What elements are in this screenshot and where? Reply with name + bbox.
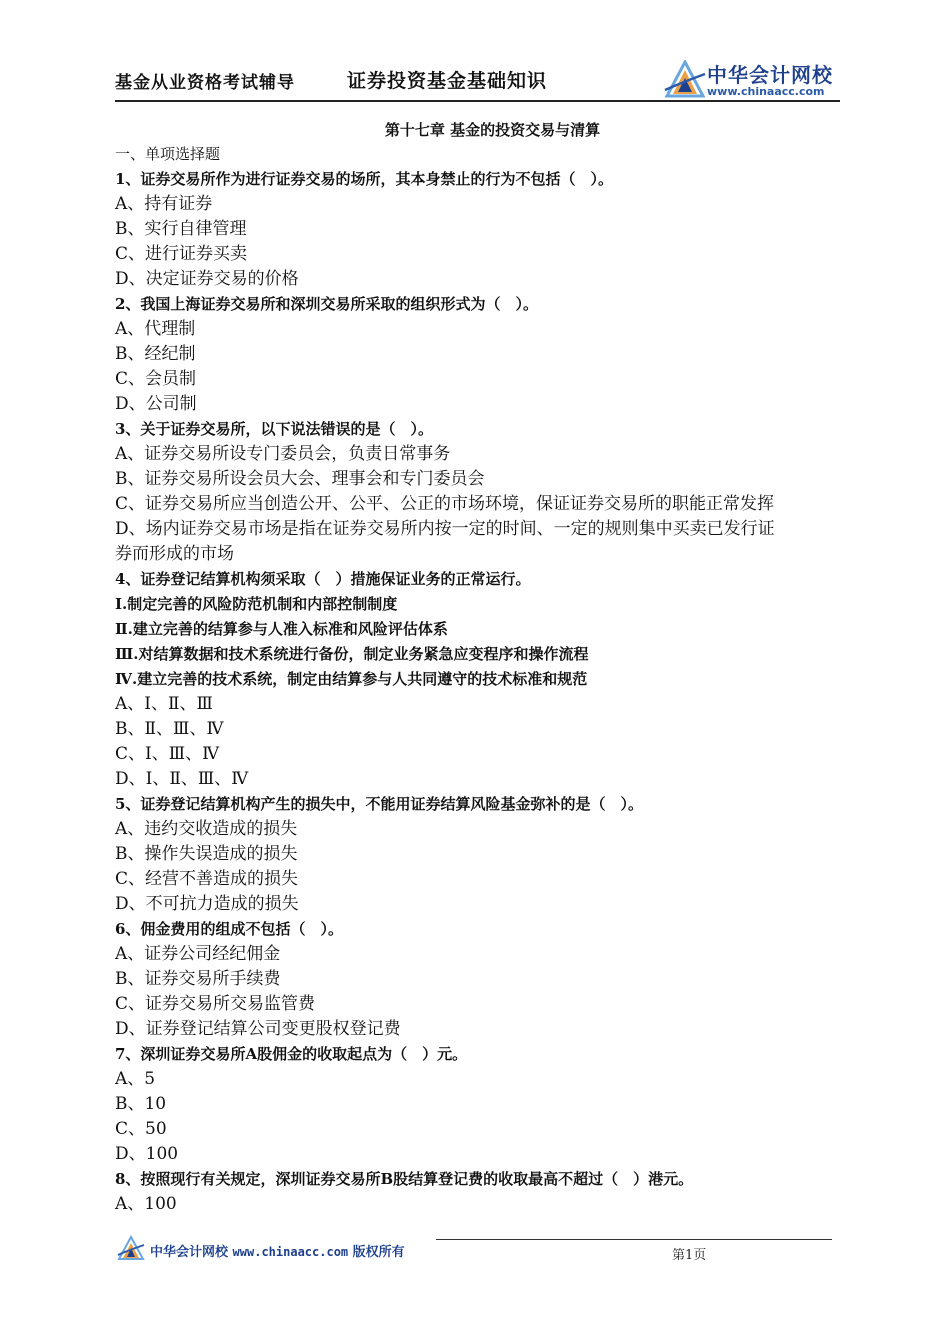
answer-option: C、证券交易所应当创造公开、公平、公正的市场环境，保证证券交易所的职能正常发挥 <box>115 494 775 514</box>
answer-option: B、Ⅱ、Ⅲ、Ⅳ <box>115 719 224 739</box>
question-list <box>115 143 855 1217</box>
answer-option: A、违约交收造成的损失 <box>115 819 298 839</box>
answer-option: D、Ⅰ、Ⅱ、Ⅲ、Ⅳ <box>115 769 249 789</box>
logo-brand-text: 中华会计网校 <box>707 63 833 87</box>
footer-logo-icon <box>117 1235 145 1263</box>
answer-option: B、证券交易所手续费 <box>115 969 281 989</box>
answer-option: A、证券交易所设专门委员会，负责日常事务 <box>115 444 451 464</box>
header-divider <box>115 100 840 102</box>
footer-rights: 版权所有 <box>352 1245 405 1260</box>
answer-option: D、场内证券交易市场是指在证券交易所内按一定的时间、一定的规则集中买卖已发行证 <box>115 519 775 539</box>
chapter-title: 第十七章 基金的投资交易与清算 <box>384 121 601 139</box>
answer-option: A、100 <box>115 1194 177 1214</box>
question-stem: 4、证券登记结算机构须采取（ ）措施保证业务的正常运行。 <box>115 570 531 588</box>
answer-option: A、代理制 <box>115 319 196 339</box>
question-stem: 3、关于证券交易所，以下说法错误的是（ ）。 <box>115 420 433 438</box>
question-stem: 8、按照现行有关规定，深圳证券交易所B股结算登记费的收取最高不超过（ ）港元。 <box>115 1170 694 1188</box>
footer-divider <box>436 1239 832 1240</box>
statement-item: Ⅰ.制定完善的风险防范机制和内部控制制度 <box>115 595 398 613</box>
answer-option: D、证券登记结算公司变更股权登记费 <box>115 1019 401 1039</box>
statement-item: Ⅲ.对结算数据和技术系统进行备份，制定业务紧急应变程序和操作流程 <box>115 645 589 663</box>
question-stem: 7、深圳证券交易所A股佣金的收取起点为（ ）元。 <box>115 1045 468 1063</box>
answer-option: A、5 <box>115 1069 156 1089</box>
answer-option: C、会员制 <box>115 369 197 389</box>
answer-option: C、50 <box>115 1119 167 1139</box>
header-exam-name: 基金从业资格考试辅导 <box>115 73 295 93</box>
answer-option: A、Ⅰ、Ⅱ、Ⅲ <box>115 694 213 714</box>
answer-option: D、不可抗力造成的损失 <box>115 894 299 914</box>
answer-option: C、Ⅰ、Ⅲ、Ⅳ <box>115 744 220 764</box>
answer-option: A、持有证券 <box>115 194 213 214</box>
page-header <box>115 58 845 98</box>
answer-option: B、操作失误造成的损失 <box>115 844 298 864</box>
question-stem: 1、证券交易所作为进行证券交易的场所，其本身禁止的行为不包括（ ）。 <box>115 170 613 188</box>
answer-option: B、实行自律管理 <box>115 219 247 239</box>
statement-item: Ⅱ.建立完善的结算参与人准入标准和风险评估体系 <box>115 620 448 638</box>
answer-option: B、10 <box>115 1094 167 1114</box>
logo-url-text: www.chinaacc.com <box>707 85 825 98</box>
question-stem: 6、佣金费用的组成不包括（ ）。 <box>115 920 343 938</box>
answer-option: B、证券交易所设会员大会、理事会和专门委员会 <box>115 469 485 489</box>
answer-option: D、决定证券交易的价格 <box>115 269 299 289</box>
brand-logo[interactable] <box>663 58 847 102</box>
document-body <box>115 118 855 1217</box>
answer-option: C、进行证券买卖 <box>115 244 248 264</box>
question-stem: 5、证券登记结算机构产生的损失中，不能用证券结算风险基金弥补的是（ ）。 <box>115 795 643 813</box>
footer-url[interactable]: www.chinaacc.com <box>232 1245 349 1259</box>
statement-item: Ⅳ.建立完善的技术系统，制定由结算参与人共同遵守的技术标准和规范 <box>115 670 588 688</box>
answer-option: A、证券公司经纪佣金 <box>115 944 281 964</box>
page-number: 第1页 <box>672 1248 707 1263</box>
answer-option: D、100 <box>115 1144 179 1164</box>
logo-triangle-icon <box>663 60 707 100</box>
footer-copyright <box>150 1241 405 1260</box>
answer-option: C、经营不善造成的损失 <box>115 869 299 889</box>
answer-option: D、公司制 <box>115 394 197 414</box>
footer-brand: 中华会计网校 <box>150 1245 229 1260</box>
question-stem: 2、我国上海证券交易所和深圳交易所采取的组织形式为（ ）。 <box>115 295 538 313</box>
answer-option: B、经纪制 <box>115 344 196 364</box>
header-subject: 证券投资基金基础知识 <box>347 70 548 92</box>
answer-option: 券而形成的市场 <box>115 544 234 564</box>
section-heading: 一、单项选择题 <box>115 145 221 163</box>
answer-option: C、证券交易所交易监管费 <box>115 994 316 1014</box>
